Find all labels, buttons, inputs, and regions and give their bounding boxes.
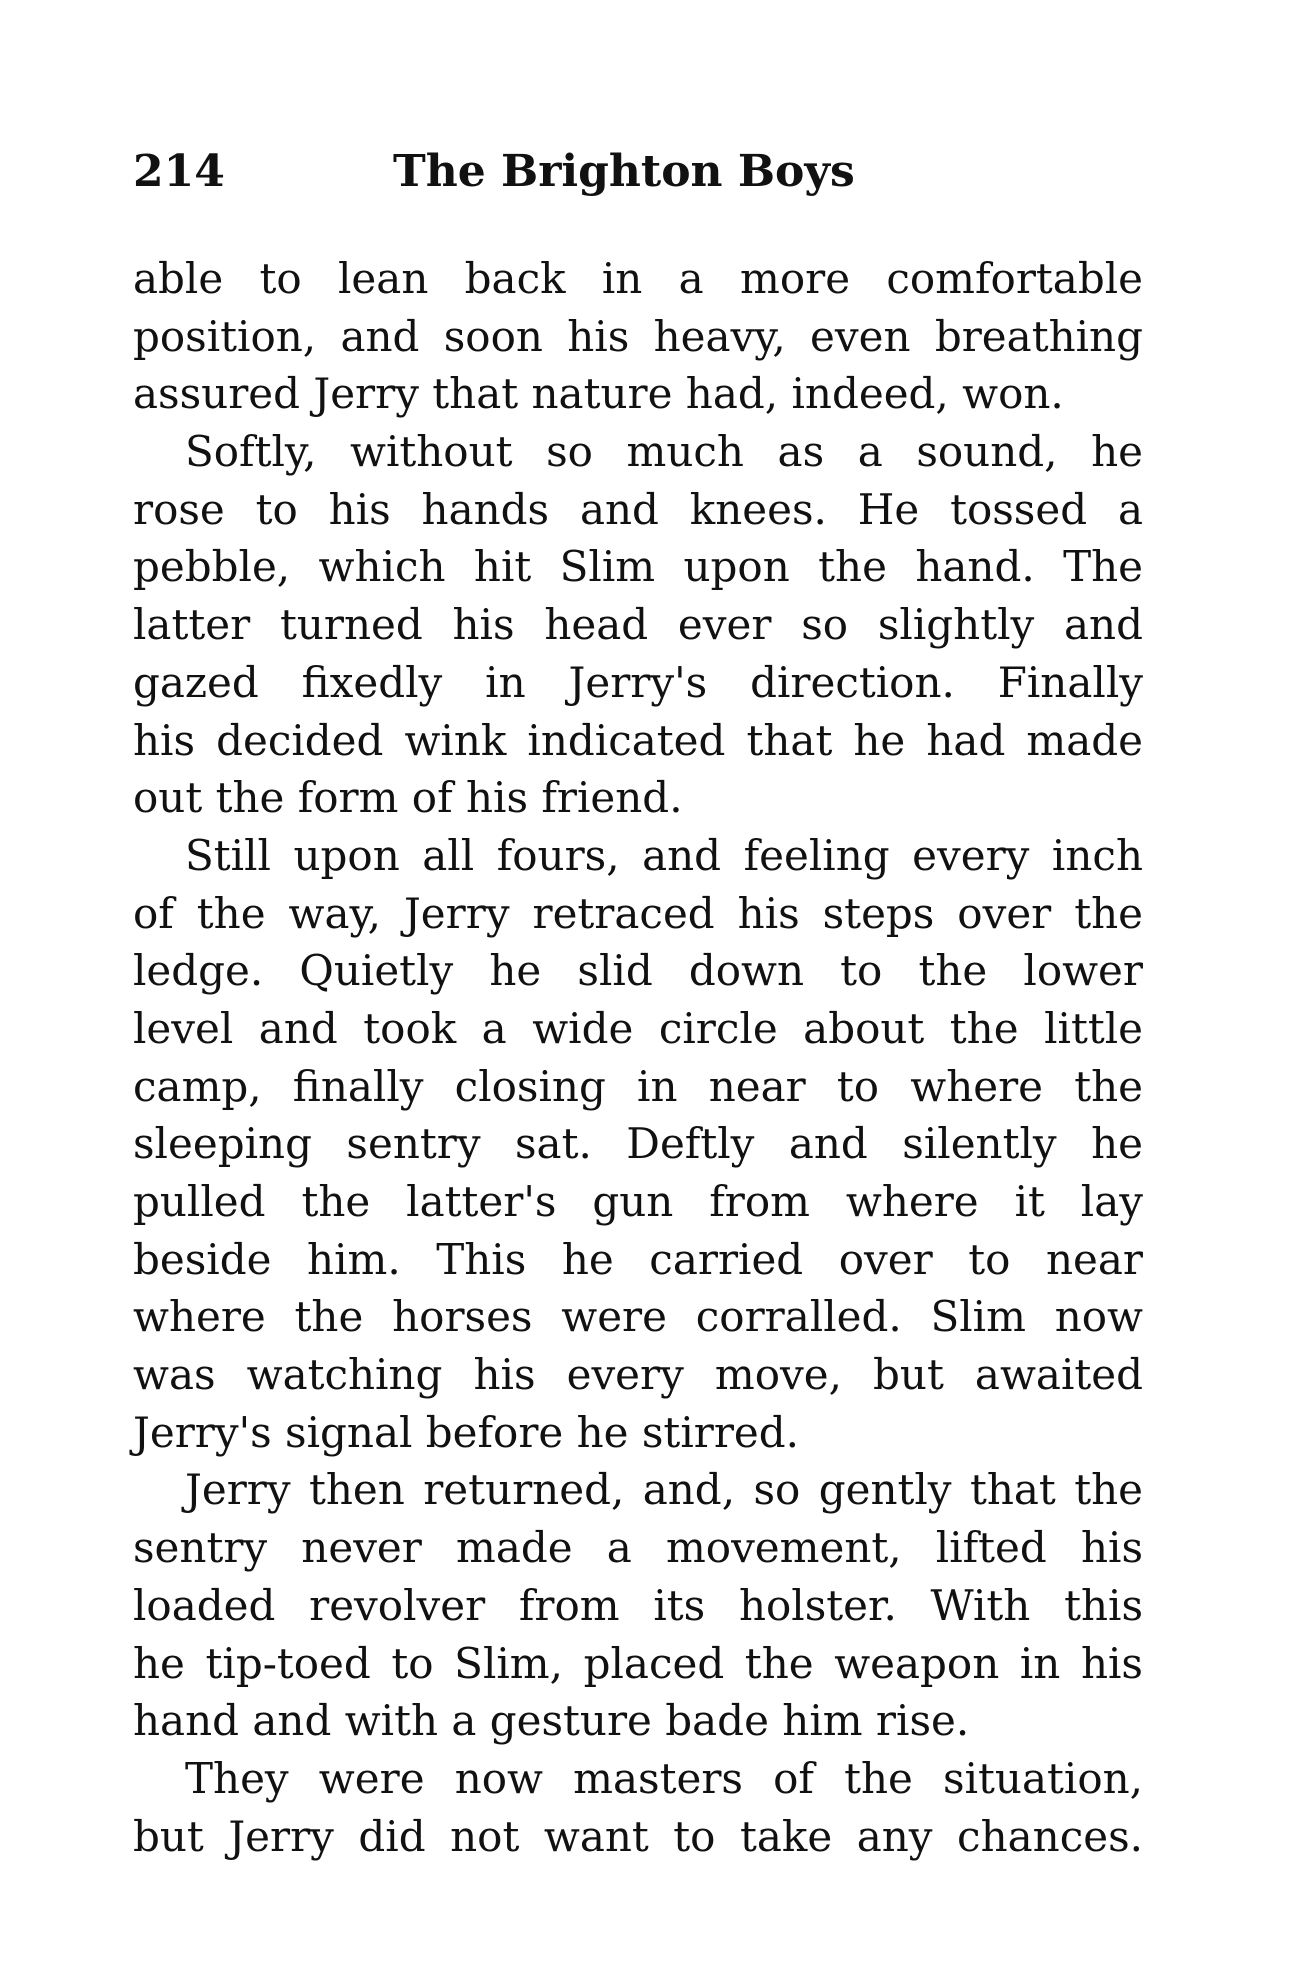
text-line: where the horses were corralled. Slim now: [133, 1292, 1143, 1342]
text-line: ledge. Quietly he slid down to the lower: [133, 946, 1143, 996]
text-line: but Jerry did not want to take any chances.: [133, 1811, 1143, 1861]
text-line: out the form of his friend.: [133, 773, 683, 823]
text-line: was watching his every move, but awaited: [133, 1350, 1143, 1400]
text-line: able to lean back in a more comfortable: [133, 254, 1143, 303]
text-line: he tip-toed to Slim, placed the weapon in his: [133, 1638, 1143, 1688]
text-line: pebble, which hit Slim upon the hand. The: [133, 542, 1143, 592]
text-line: gazed fixedly in Jerry's direction. Finally: [133, 657, 1143, 707]
text-line: Still upon all fours, and feeling every inch: [185, 830, 1143, 880]
text-line: Jerry's signal before he stirred.: [133, 1407, 799, 1457]
text-line: pulled the latter's gun from where it lay: [133, 1177, 1143, 1226]
text-line: beside him. This he carried over to near: [133, 1234, 1143, 1284]
body-text: [133, 250, 1143, 1865]
text-line: rose to his hands and knees. He tossed a: [133, 484, 1143, 534]
text-line: hand and with a gesture bade him rise.: [133, 1696, 970, 1746]
text-line: camp, finally closing in near to where the: [133, 1061, 1143, 1111]
text-line: assured Jerry that nature had, indeed, won.: [133, 369, 1064, 419]
text-line: latter turned his head ever so slightly and: [133, 600, 1143, 650]
text-line: position, and soon his heavy, even breathing: [133, 311, 1143, 361]
text-line: loaded revolver from its holster. With this: [133, 1580, 1143, 1630]
text-line: Jerry then returned, and, so gently that the: [185, 1465, 1143, 1515]
page-number: 214: [133, 146, 225, 197]
running-head: [133, 142, 1133, 202]
text-line: sentry never made a movement, lifted his: [133, 1523, 1143, 1573]
text-line: They were now masters of the situation,: [185, 1753, 1143, 1803]
text-line: Softly, without so much as a sound, he: [185, 427, 1143, 477]
text-line: of the way, Jerry retraced his steps over the: [133, 888, 1143, 938]
text-line: sleeping sentry sat. Deftly and silently he: [133, 1119, 1143, 1169]
book-title: The Brighton Boys: [393, 146, 855, 197]
text-line: level and took a wide circle about the little: [133, 1003, 1143, 1053]
text-line: his decided wink indicated that he had made: [133, 715, 1143, 765]
